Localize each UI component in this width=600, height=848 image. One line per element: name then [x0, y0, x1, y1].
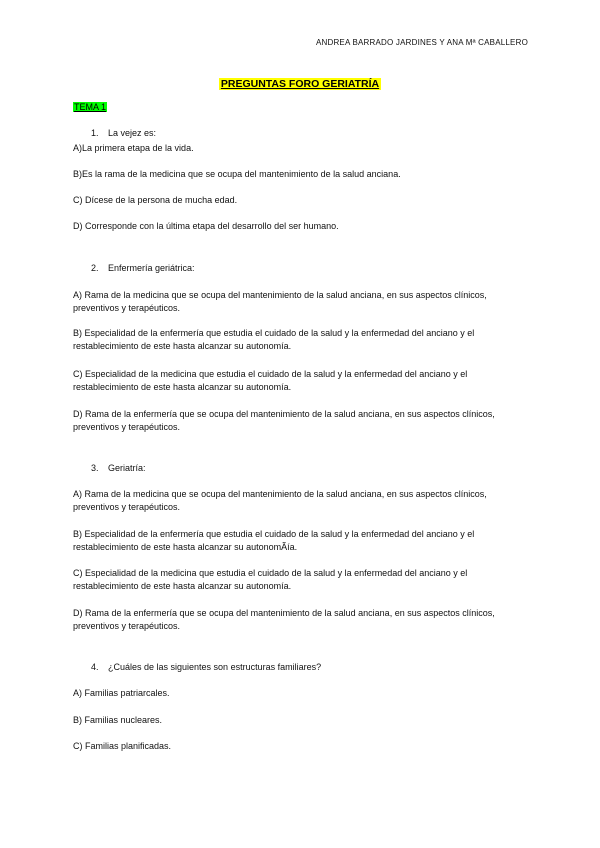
question-text: Enfermería geriátrica:: [108, 263, 195, 273]
option-text: A) Rama de la medicina que se ocupa del mantenimiento de la salud anciana, en sus aspectos clínicos, preventivos y terapéuticos.: [73, 489, 487, 512]
question-heading: [91, 661, 533, 674]
question-heading: [91, 462, 533, 475]
option: [73, 488, 533, 513]
question-number: 1.: [91, 128, 99, 138]
question-text: ¿Cuáles de las siguientes son estructuras familiares?: [108, 662, 322, 672]
option: [73, 687, 533, 700]
option-text: D) Rama de la enfermería que se ocupa del mantenimiento de la salud anciana, en sus aspectos clínicos, preventivos y terapéuticos.: [73, 409, 495, 432]
question-text: Geriatría:: [108, 463, 146, 473]
option: [73, 168, 533, 181]
option-text: B)Es la rama de la medicina que se ocupa del mantenimiento de la salud anciana.: [73, 169, 401, 179]
question-heading: [91, 127, 533, 140]
option-text: A) Familias patriarcales.: [73, 688, 170, 698]
option: [73, 142, 533, 155]
question-2: [73, 262, 533, 275]
option: [73, 607, 533, 632]
option-text: D) Corresponde con la última etapa del desarrollo del ser humano.: [73, 221, 339, 231]
question-heading: [91, 262, 533, 275]
question-number: 2.: [91, 263, 99, 273]
option: [73, 220, 533, 233]
question-1: [73, 127, 533, 140]
option: [73, 714, 533, 727]
question-number: 4.: [91, 662, 99, 672]
option-text: A) Rama de la medicina que se ocupa del mantenimiento de la salud anciana, en sus aspectos clínicos, preventivos y terapéuticos.: [73, 290, 487, 313]
question-number: 3.: [91, 463, 99, 473]
option: [73, 408, 533, 433]
option-text: C) Familias planificadas.: [73, 741, 172, 751]
question-4: [73, 661, 533, 674]
option: [73, 327, 533, 352]
option-text: B) Especialidad de la enfermería que estudia el cuidado de la salud y la enfermedad del anciano y el restablecimiento de este hasta alcanzar su autonomÃía.: [73, 529, 475, 552]
option: [73, 740, 533, 753]
section-label: TEMA 1: [74, 102, 107, 112]
option: [73, 289, 533, 314]
option: [73, 528, 533, 553]
option-text: D) Rama de la enfermería que se ocupa del mantenimiento de la salud anciana, en sus aspectos clínicos, preventivos y terapéuticos.: [73, 608, 495, 631]
option: [73, 194, 533, 207]
title-container: [0, 74, 600, 92]
option: [73, 567, 533, 592]
document-title: PREGUNTAS FORO GERIATRÍA: [220, 78, 380, 90]
question-3: [73, 462, 533, 475]
author-header: ANDREA BARRADO JARDINES Y ANA Mª CABALLERO: [315, 38, 528, 47]
option-text: B) Familias nucleares.: [73, 715, 163, 725]
question-text: La vejez es:: [108, 128, 157, 138]
option-text: C) Especialidad de la medicina que estudia el cuidado de la salud y la enfermedad del anciano y el restablecimiento de este hasta alcanzar su autonomía.: [73, 568, 468, 591]
option-text: C) Especialidad de la medicina que estudia el cuidado de la salud y la enfermedad del anciano y el restablecimiento de este hasta alcanzar su autonomía.: [73, 369, 468, 392]
option-text: B) Especialidad de la enfermería que estudia el cuidado de la salud y la enfermedad del anciano y el restablecimiento de este hasta alcanzar su autonomía.: [73, 328, 475, 351]
option-text: A)La primera etapa de la vida.: [73, 143, 194, 153]
option-text: C) Dícese de la persona de mucha edad.: [73, 195, 238, 205]
option: [73, 368, 533, 393]
